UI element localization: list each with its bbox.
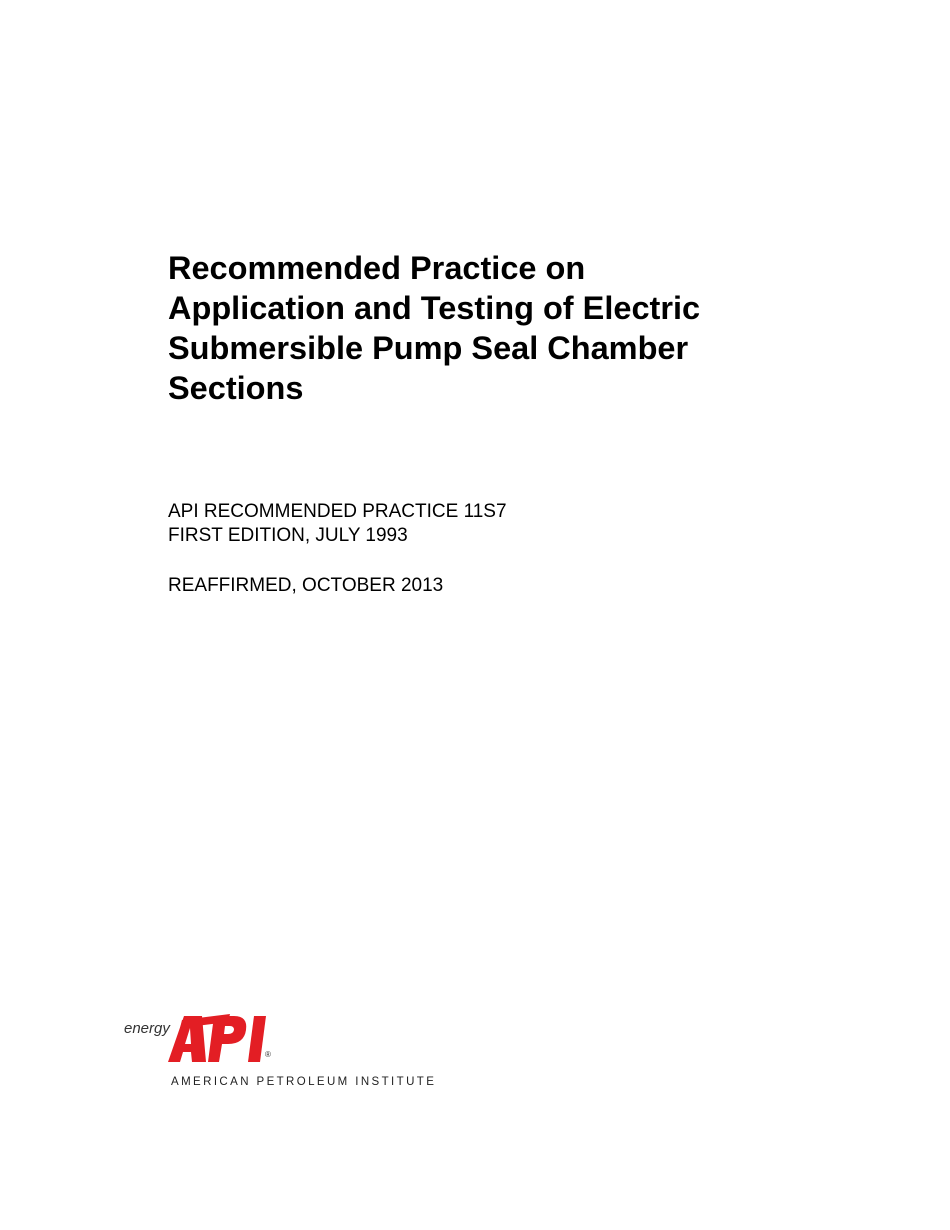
title-line: Recommended Practice on bbox=[168, 250, 586, 286]
document-designation: API RECOMMENDED PRACTICE 11S7 bbox=[168, 501, 507, 522]
registered-mark: ® bbox=[265, 1050, 271, 1059]
logo-tagline: energy bbox=[124, 1020, 170, 1037]
organization-name: AMERICAN PETROLEUM INSTITUTE bbox=[171, 1076, 437, 1088]
title-line: Submersible Pump Seal Chamber bbox=[168, 330, 689, 366]
api-logo bbox=[118, 1010, 438, 1096]
document-title bbox=[168, 248, 808, 408]
title-line: Application and Testing of Electric bbox=[168, 290, 701, 326]
edition-line: FIRST EDITION, JULY 1993 bbox=[168, 525, 408, 546]
reaffirmed-line: REAFFIRMED, OCTOBER 2013 bbox=[168, 575, 444, 596]
api-logo-mark-icon bbox=[168, 1010, 268, 1064]
title-line: Sections bbox=[168, 370, 304, 406]
